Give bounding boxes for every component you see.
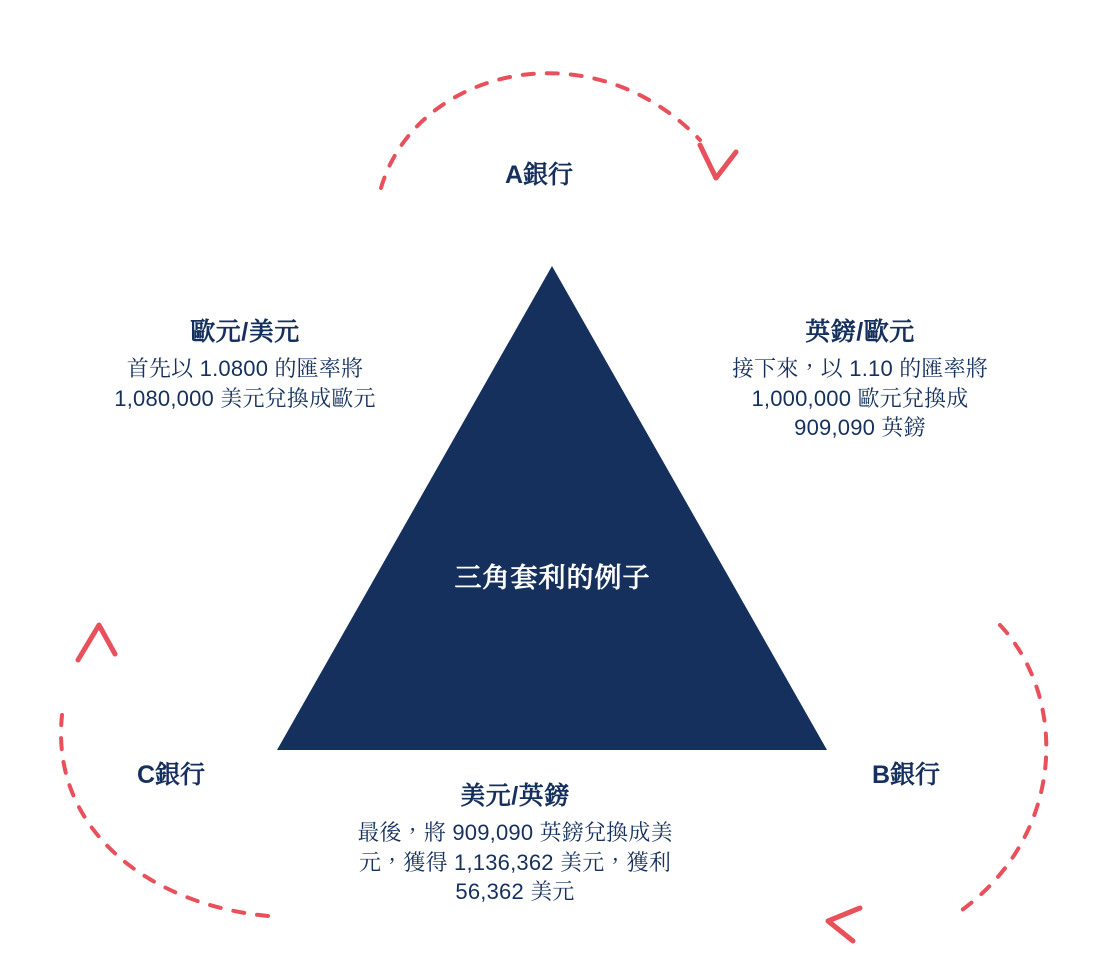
step-eur-usd-description: 首先以 1.0800 的匯率將 1,080,000 美元兌換成歐元 xyxy=(114,356,376,411)
bank-label-a: A銀行 xyxy=(505,161,574,189)
step-gbp-eur-pair: 英鎊/歐元 xyxy=(805,318,915,346)
step-gbp-eur-description: 接下來，以 1.10 的匯率將 1,000,000 歐元兌換成 909,090 英鎊 xyxy=(731,356,989,441)
step-usd-gbp xyxy=(300,776,730,907)
step-gbp-eur xyxy=(660,312,1060,443)
bank-label-b: B銀行 xyxy=(872,761,941,789)
step-eur-usd xyxy=(40,312,450,413)
bank-label-c: C銀行 xyxy=(137,761,206,789)
step-usd-gbp-pair: 美元/英鎊 xyxy=(460,782,570,810)
center-label: 三角套利的例子 xyxy=(454,563,651,593)
step-usd-gbp-description: 最後，將 909,090 英鎊兌換成美 元，獲得 1,136,362 美元，獲利 56,362 美元 xyxy=(357,820,673,905)
step-eur-usd-pair: 歐元/美元 xyxy=(190,318,300,346)
